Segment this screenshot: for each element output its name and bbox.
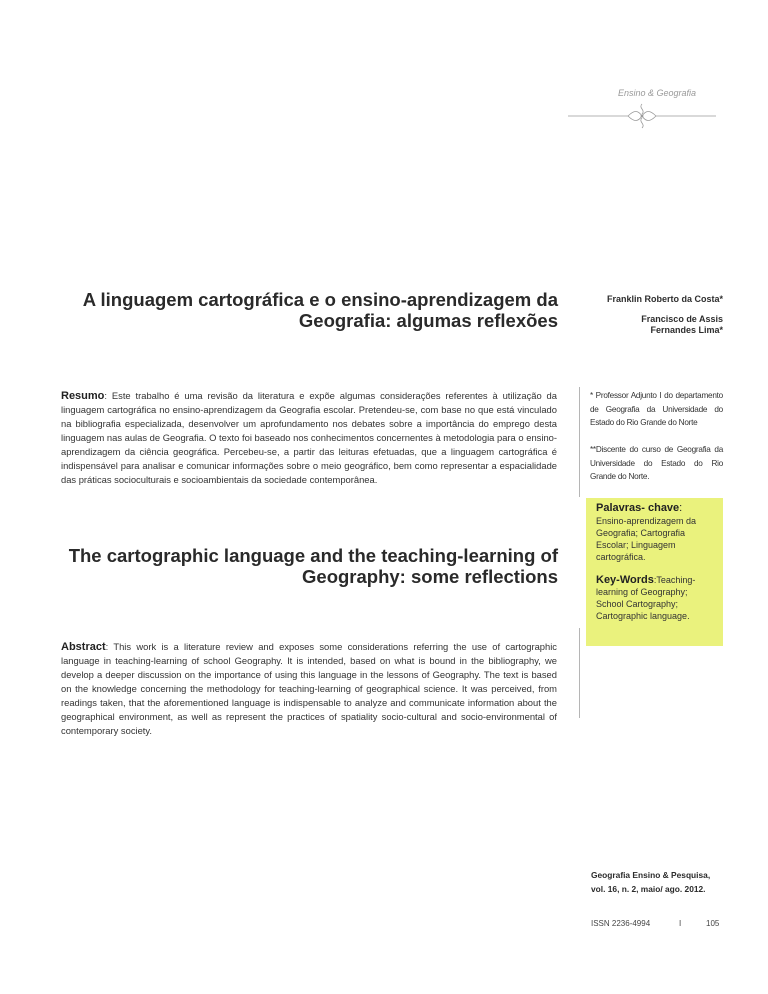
keywords-en-heading: Key-Words [596, 574, 654, 586]
author-note-2: **Discente do curso de Geografia da Universidade do Estado do Rio Grande do Norte. [590, 445, 723, 481]
page-number: 105 [706, 919, 720, 928]
footer-separator: I [679, 919, 682, 928]
issn-number: ISSN 2236-4994 [591, 919, 651, 928]
abstract-pt-text: : Este trabalho é uma revisão da literatura e expõe algumas considerações referentes à utilização da linguagem cartográfica no ensino-aprendizagem da Geografia escolar. Pretendeu-se, com base no que está vinculado na bibliografia especializada, desenvolver um aprofundamento nos debates sobre a importância do emprego desta linguagem nas aulas de Geografia. O texto foi baseado nos conhecimentos concernentes à metodologia para o ensino-aprendizagem da ciência geográfica. Percebeu-se, a partir das leituras efetuadas, que a linguagem cartográfica é indispensável para analisar e comunicar informações sobre o meio geográfico, bem como representar a espacialidade das práticas socioculturais e socioambientais da sociedade contemporânea. [61, 390, 557, 485]
journal-reference: Geografia Ensino & Pesquisa, vol. 16, n. 2, maio/ ago. 2012. [591, 870, 711, 894]
author-secondary: Francisco de Assis Fernandes Lima* [641, 314, 723, 335]
abstract-pt-label: Resumo [61, 390, 105, 402]
article-title-en: The cartographic language and the teaching-learning of Geography: some reflections [68, 545, 558, 587]
keywords-pt-list: Ensino-aprendizagem da Geografia; Cartografia Escolar; Linguagem cartográfica. [596, 516, 697, 562]
ornament-divider-icon [566, 102, 718, 130]
article-title-pt: A linguagem cartográfica e o ensino-aprendizagem da Geografia: algumas reflexões [82, 289, 558, 331]
column-divider-top [579, 387, 580, 497]
author-primary: Franklin Roberto da Costa* [606, 294, 723, 304]
keywords-en [596, 574, 714, 622]
keywords-en-list: :Teaching-learning of Geography; School Cartography; Cartographic language. [596, 575, 696, 621]
column-divider-bottom [579, 628, 580, 718]
author-note-1: * Professor Adjunto I do departamento de Geografia da Universidade do Estado do Rio Grande do Norte [590, 391, 723, 427]
keywords-pt-heading: Palavras- chave: [596, 502, 683, 514]
journal-section-label: Ensino & Geografia [617, 88, 696, 98]
abstract-en-text: : This work is a literature review and exposes some considerations referring the use of cartographic language in teaching-learning of school Geography. It is intended, based on what is bound in the bibliography, we develop a deeper discussion on the importance of using this language in the lessons of Geography. The text is based on the knowledge concerning the methodology for teaching-learning of geographical science. It was perceived, from readings taken, that the aforementioned language is indispensable to analyze and communicate information about the geographical environment, as well as represent the practices of spatiality socio-cultural and socio-environmental of contemporary society. [61, 641, 557, 736]
abstract-pt [61, 389, 557, 487]
abstract-en-label: Abstract [61, 641, 106, 653]
keywords-pt [596, 502, 718, 563]
abstract-en [61, 640, 557, 738]
